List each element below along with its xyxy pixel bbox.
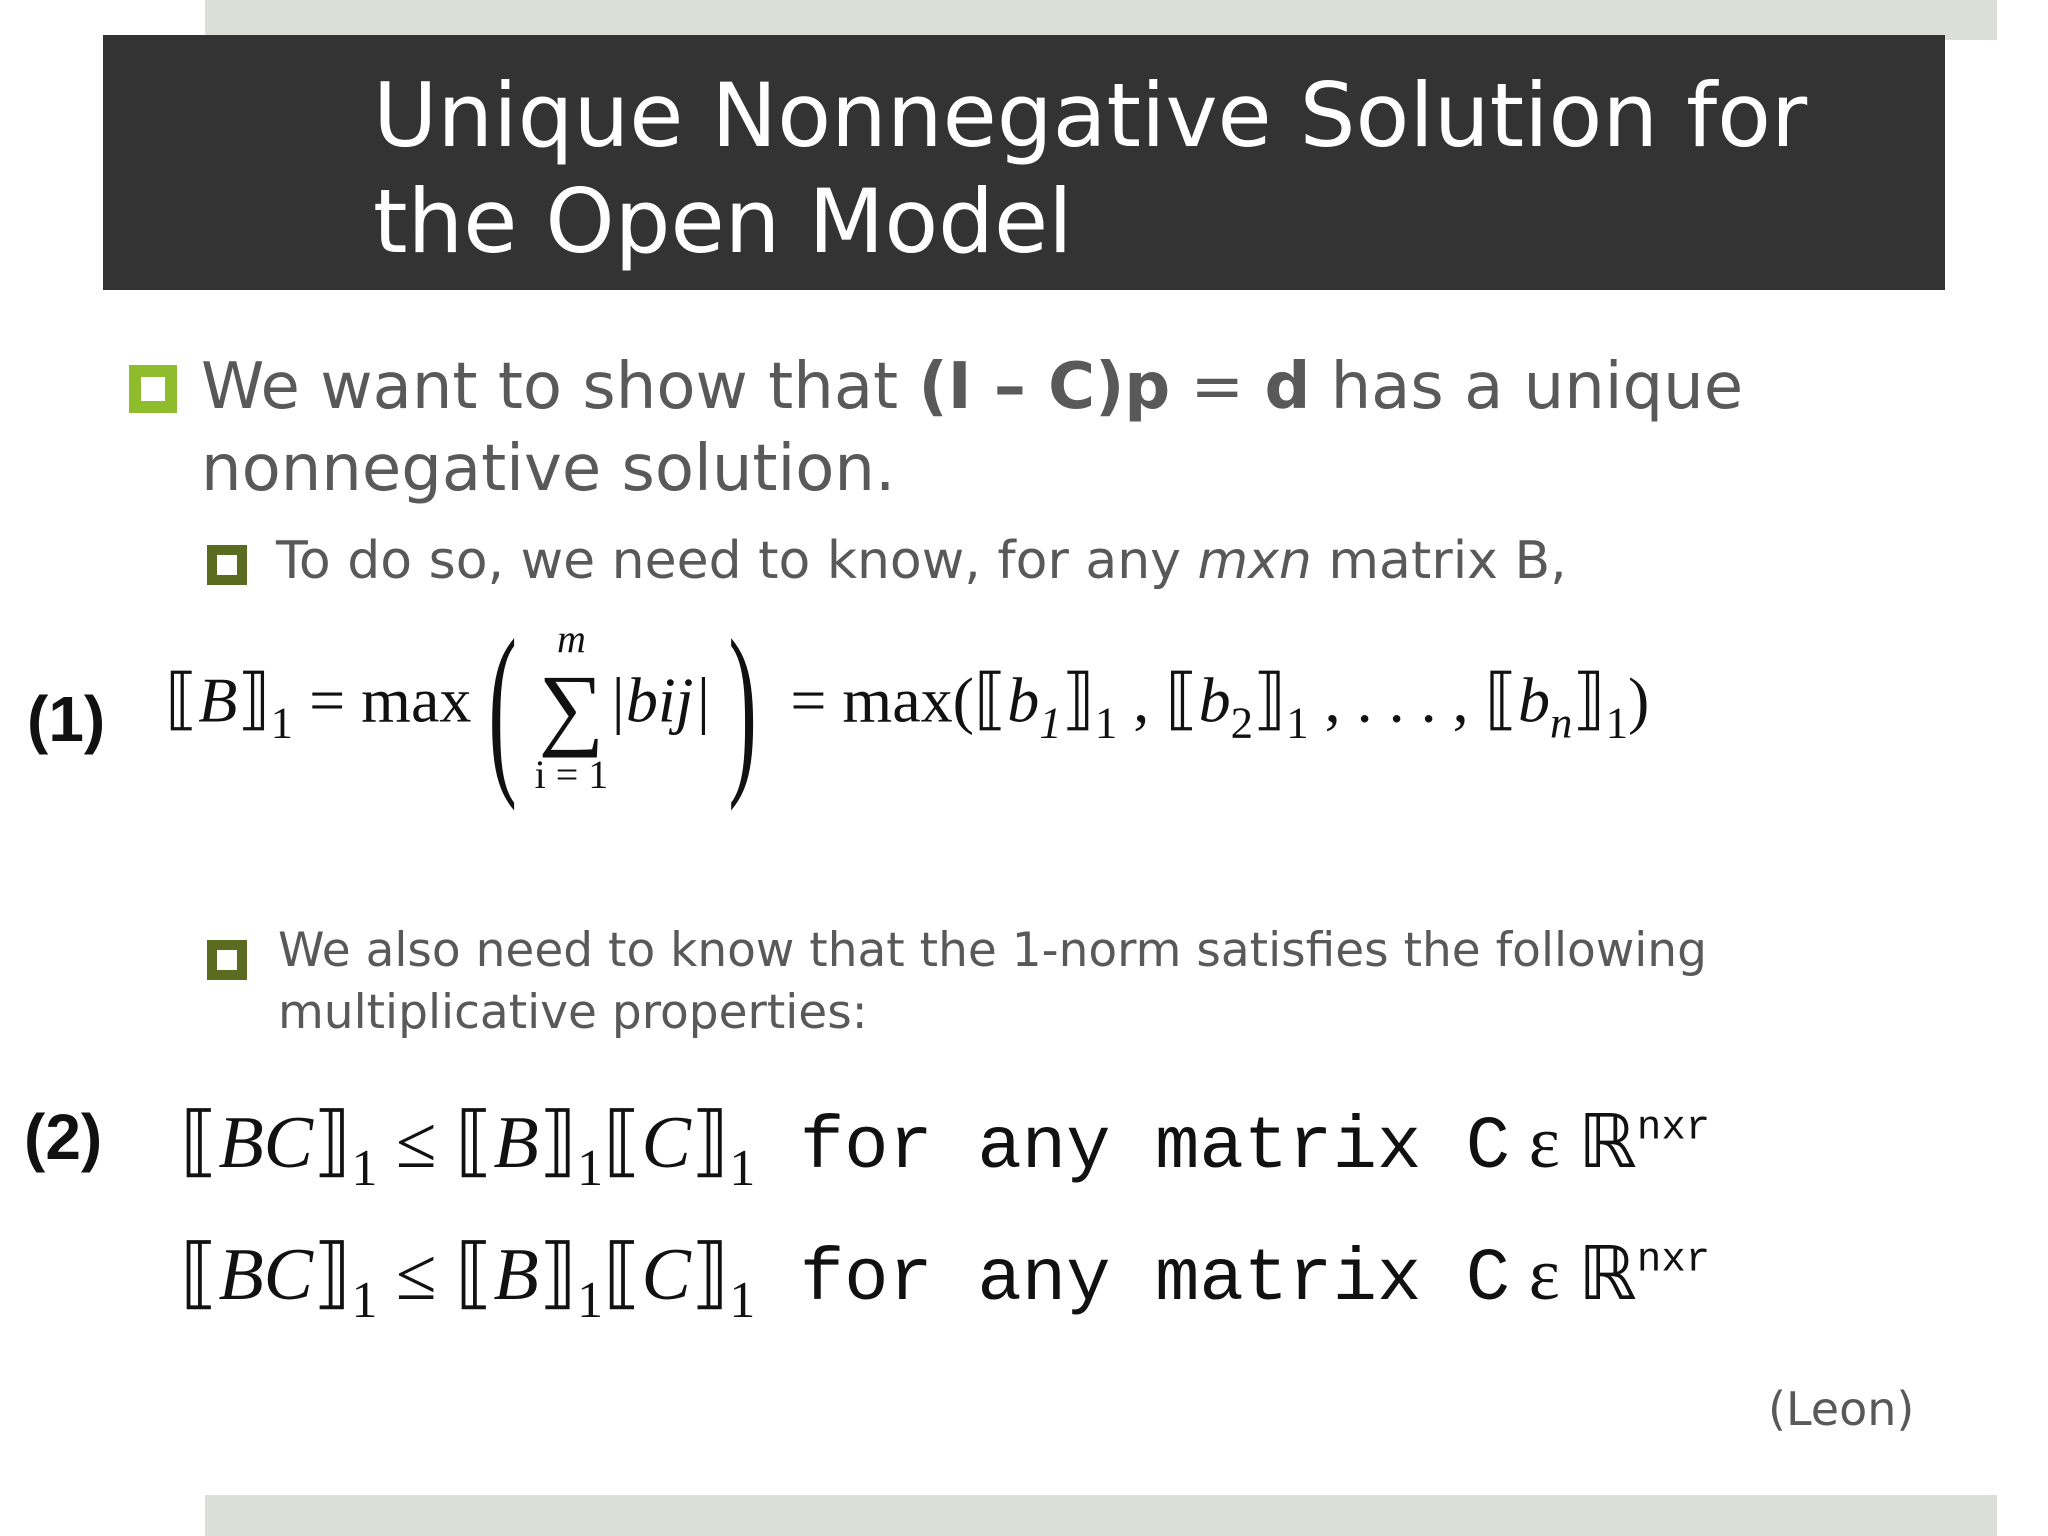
bullet-1-text: We want to show that (I – C)p = d has a unique nonnegative solution. bbox=[201, 350, 1744, 506]
equation-1-label: (1) bbox=[27, 683, 106, 755]
title-bar bbox=[103, 35, 1945, 290]
equation-1: $⟦B⟧_1 = \max$( m ∑ i = 1 $|bij|) = \max(⟦b_1⟧_1$ , $⟦b_2⟧_1$ , . . . , $⟦b_n⟧_1$) bbox=[165, 602, 1650, 812]
summation: m ∑ i = 1 bbox=[534, 616, 609, 797]
slide-title bbox=[373, 63, 1913, 275]
bottom-decor-band bbox=[205, 1495, 1997, 1536]
eq-i-minus-c: (I – C) bbox=[918, 350, 1125, 424]
eq-d: d bbox=[1264, 350, 1311, 424]
bullet-2-text: To do so, we need to know, for any mxn matrix B, bbox=[276, 531, 1567, 591]
equation-2-line-1: $⟦BC⟧_1$ ≤ $⟦B⟧_1⟦C⟧_1$ for any matrix C ε ℝ$^{nxr}$ bbox=[180, 1098, 1711, 1198]
sub-bullet-square-icon bbox=[207, 545, 247, 585]
source-credit: (Leon) bbox=[1768, 1382, 1915, 1436]
bullet-square-icon bbox=[129, 365, 177, 413]
equation-2-line-2: $⟦BC⟧_1$ ≤ $⟦B⟧_1⟦C⟧_1$ for any matrix C ε ℝ$^{nxr}$ bbox=[180, 1230, 1711, 1330]
bullet-3-text: We also need to know that the 1-norm satisfies the following multiplicative properties: bbox=[278, 923, 1707, 1040]
title-line-1: Unique Nonnegative Solution for bbox=[373, 64, 1808, 167]
top-decor-band bbox=[205, 0, 1997, 40]
sub-bullet-square-icon bbox=[207, 940, 247, 980]
eq-p: p bbox=[1124, 350, 1171, 424]
title-line-2: the Open Model bbox=[373, 170, 1073, 273]
equation-2-label: (2) bbox=[24, 1101, 103, 1173]
